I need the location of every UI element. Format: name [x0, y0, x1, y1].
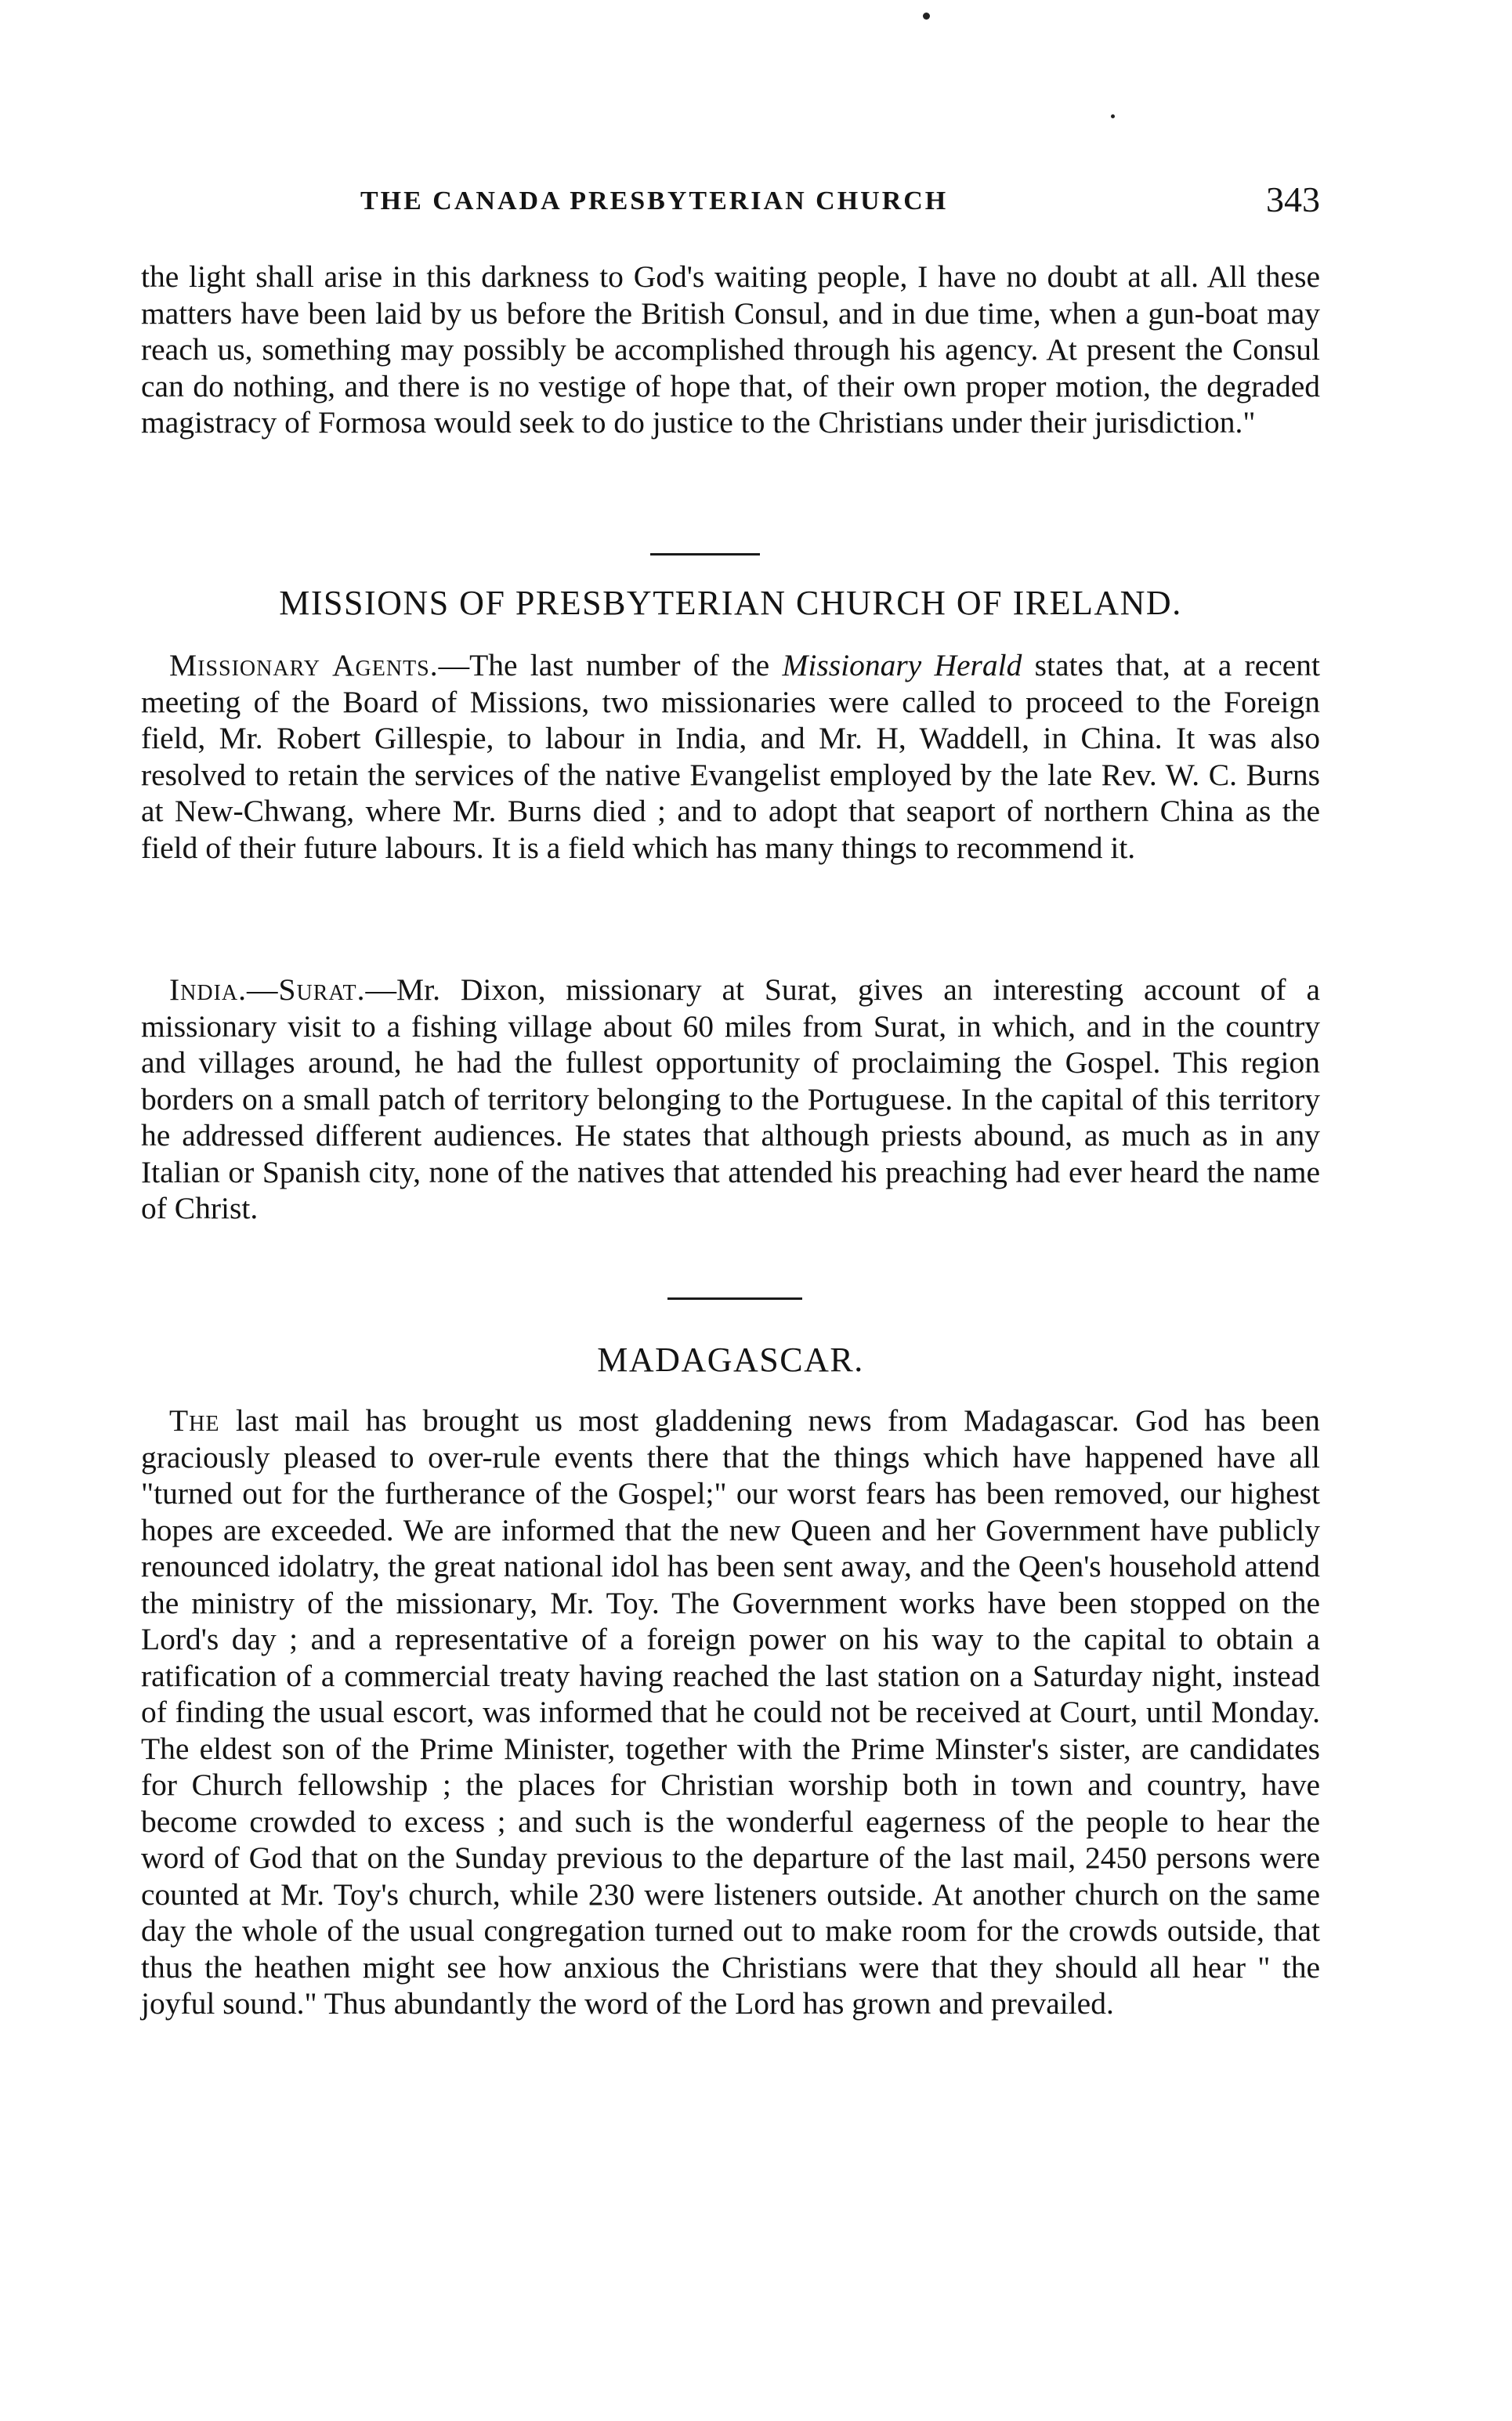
running-header	[141, 179, 1320, 229]
madagascar-paragraph	[141, 1402, 1320, 2022]
paragraph-text: —Mr. Dixon, missionary at Surat, gives an interesting account of a missionary visit to a fishing village about 60 miles from Surat, in which, and in the country and villages around, he had the fullest opportunity of proclaiming the Gospel. This region borders on a small patch of territory belonging to the Portuguese. In the capital of this territory he addressed different audiences. He states that although priests abound, as much as in any Italian or Spanish city, none of the natives that attended his preaching had ever heard the name of Christ.	[141, 972, 1320, 1225]
running-title: THE CANADA PRESBYTERIAN CHURCH	[360, 186, 949, 215]
ireland-paragraph-1	[141, 647, 1320, 866]
paragraph-lead: Missionary Agents.	[169, 648, 439, 682]
page-number: 343	[1266, 179, 1320, 219]
opening-paragraph-block	[141, 259, 1320, 441]
paragraph-text: states that, at a recent meeting of the Board of Missions, two missionaries were called to proceed to the Foreign field, Mr. Robert Gillespie, to labour in India, and Mr. H, Waddell, in China. It was also resolved to retain the services of the native Evangelist employed by the late Rev. W. C. Burns at New-Chwang, where Mr. Burns died ; and to adopt that seaport of northern China as the field of their future labours. It is a field which has many things to recommend it.	[141, 648, 1320, 865]
section-rule	[667, 1297, 802, 1300]
ink-speck	[923, 13, 930, 20]
madagascar-paragraph-block	[141, 1402, 1320, 2022]
section-heading-ireland: MISSIONS OF PRESBYTERIAN CHURCH OF IRELAND.	[279, 584, 1182, 622]
section-rule	[650, 553, 760, 555]
ireland-paragraph-1-block	[141, 647, 1320, 866]
paragraph-lead: India.—Surat.	[169, 972, 366, 1007]
ireland-paragraph-2-block	[141, 972, 1320, 1227]
italic-title: Missionary Herald	[782, 648, 1022, 682]
paragraph-text: last mail has brought us most gladdening news from Madagascar. God has been graciously pleased to over-rule events there that the things which have happened have all "turned out for the furtherance of the Gospel;" our worst fears has been removed, our highest hopes are exceeded. We are informed that the new Queen and her Government have publicly renounced idolatry, the great national idol has been sent away, and the Qeen's household attend the ministry of the missionary, Mr. Toy. The Government works have been stopped on the Lord's day ; and a representative of a foreign power on his way to the capital to obtain a ratification of a commercial treaty having reached the last station on a Saturday night, instead of finding the usual escort, was informed that he could not be received at Court, until Monday. The eldest son of the Prime Minister, together with the Prime Minster's sister, are candidates for Church fellowship ; the places for Christian worship both in town and country, have become crowded to excess ; and such is the wonderful eagerness of the people to hear the word of God that on the Sunday previous to the departure of the last mail, 2450 persons were counted at Mr. Toy's church, while 230 were listeners outside. At another church on the same day the whole of the usual congregation turned out to make room for the crowds outside, that thus the heathen might see how anxious the Christians were that they should all hear " the joyful sound." Thus abundantly the word of the Lord has grown and prevailed.	[141, 1403, 1320, 2021]
ink-speck	[1111, 114, 1115, 118]
paragraph-lead: The	[169, 1403, 220, 1438]
ireland-paragraph-2	[141, 972, 1320, 1227]
section-heading-madagascar: MADAGASCAR.	[597, 1341, 864, 1379]
opening-paragraph: the light shall arise in this darkness to God's waiting people, I have no doubt at all. All these matters have been laid by us before the British Consul, and in due time, when a gun-boat may reach us, something may possibly be accomplished through his agency. At present the Consul can do nothing, and there is no vestige of hope that, of their own proper motion, the degraded magistracy of Formosa would seek to do justice to the Christians under their jurisdiction."	[141, 259, 1320, 440]
paragraph-text: —The last number of the	[438, 648, 783, 682]
